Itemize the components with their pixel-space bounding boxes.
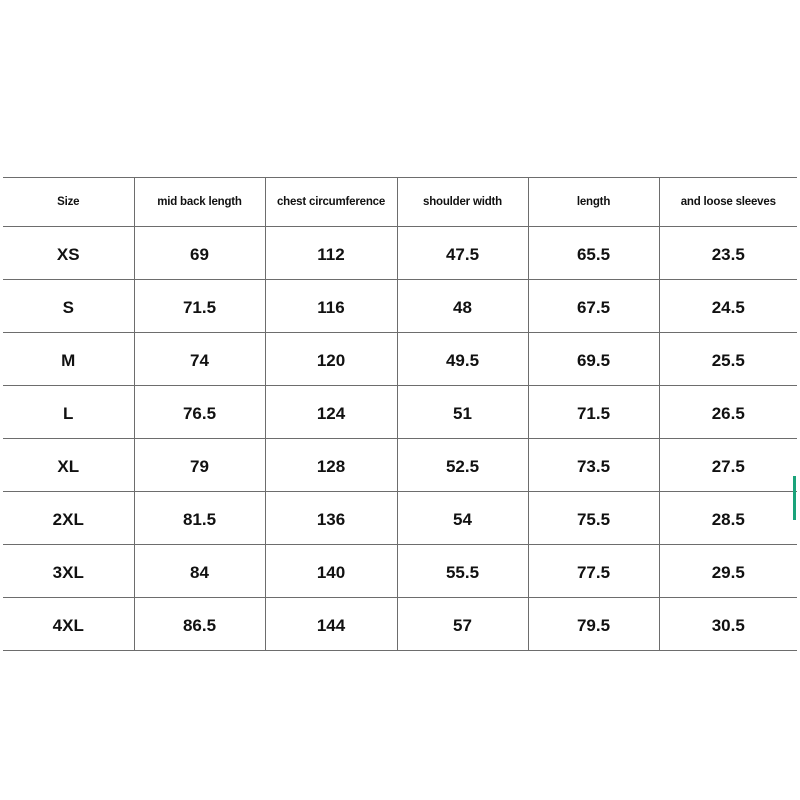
header-length: length xyxy=(528,178,659,227)
table-row xyxy=(3,227,797,280)
cell-shoulder-width: 57 xyxy=(397,598,528,651)
table-row xyxy=(3,492,797,545)
table-header-row xyxy=(3,178,797,227)
header-mid-back-length: mid back length xyxy=(134,178,265,227)
table-row xyxy=(3,545,797,598)
cell-size: XL xyxy=(3,439,134,492)
cell-mid-back-length: 81.5 xyxy=(134,492,265,545)
table-row xyxy=(3,386,797,439)
cell-size: XS xyxy=(3,227,134,280)
cell-chest-circumference: 144 xyxy=(265,598,397,651)
cell-length: 73.5 xyxy=(528,439,659,492)
cell-size: 4XL xyxy=(3,598,134,651)
cell-shoulder-width: 48 xyxy=(397,280,528,333)
cell-sleeves: 23.5 xyxy=(659,227,797,280)
cell-shoulder-width: 52.5 xyxy=(397,439,528,492)
cell-size: 3XL xyxy=(3,545,134,598)
cell-chest-circumference: 120 xyxy=(265,333,397,386)
header-chest-circumference: chest circumference xyxy=(265,178,397,227)
cell-length: 79.5 xyxy=(528,598,659,651)
cell-shoulder-width: 54 xyxy=(397,492,528,545)
cell-length: 69.5 xyxy=(528,333,659,386)
header-size: Size xyxy=(3,178,134,227)
cell-sleeves: 25.5 xyxy=(659,333,797,386)
cell-size: M xyxy=(3,333,134,386)
cell-shoulder-width: 49.5 xyxy=(397,333,528,386)
table-row xyxy=(3,598,797,651)
cell-chest-circumference: 128 xyxy=(265,439,397,492)
cell-mid-back-length: 84 xyxy=(134,545,265,598)
cell-chest-circumference: 112 xyxy=(265,227,397,280)
cell-length: 71.5 xyxy=(528,386,659,439)
size-chart-table xyxy=(3,177,797,651)
cell-size: L xyxy=(3,386,134,439)
header-shoulder-width: shoulder width xyxy=(397,178,528,227)
cell-mid-back-length: 79 xyxy=(134,439,265,492)
cell-chest-circumference: 116 xyxy=(265,280,397,333)
table-row xyxy=(3,439,797,492)
cell-shoulder-width: 47.5 xyxy=(397,227,528,280)
cell-length: 77.5 xyxy=(528,545,659,598)
accent-edge-mark xyxy=(793,476,796,520)
cell-mid-back-length: 76.5 xyxy=(134,386,265,439)
cell-length: 67.5 xyxy=(528,280,659,333)
cell-chest-circumference: 140 xyxy=(265,545,397,598)
cell-chest-circumference: 124 xyxy=(265,386,397,439)
cell-mid-back-length: 71.5 xyxy=(134,280,265,333)
cell-sleeves: 30.5 xyxy=(659,598,797,651)
cell-sleeves: 28.5 xyxy=(659,492,797,545)
cell-sleeves: 24.5 xyxy=(659,280,797,333)
cell-shoulder-width: 55.5 xyxy=(397,545,528,598)
cell-length: 75.5 xyxy=(528,492,659,545)
table-row xyxy=(3,280,797,333)
cell-shoulder-width: 51 xyxy=(397,386,528,439)
cell-mid-back-length: 86.5 xyxy=(134,598,265,651)
cell-mid-back-length: 69 xyxy=(134,227,265,280)
cell-size: S xyxy=(3,280,134,333)
table-body xyxy=(3,227,797,651)
table-row xyxy=(3,333,797,386)
cell-mid-back-length: 74 xyxy=(134,333,265,386)
cell-size: 2XL xyxy=(3,492,134,545)
cell-sleeves: 26.5 xyxy=(659,386,797,439)
header-sleeves: and loose sleeves xyxy=(659,178,797,227)
cell-chest-circumference: 136 xyxy=(265,492,397,545)
cell-length: 65.5 xyxy=(528,227,659,280)
cell-sleeves: 27.5 xyxy=(659,439,797,492)
cell-sleeves: 29.5 xyxy=(659,545,797,598)
